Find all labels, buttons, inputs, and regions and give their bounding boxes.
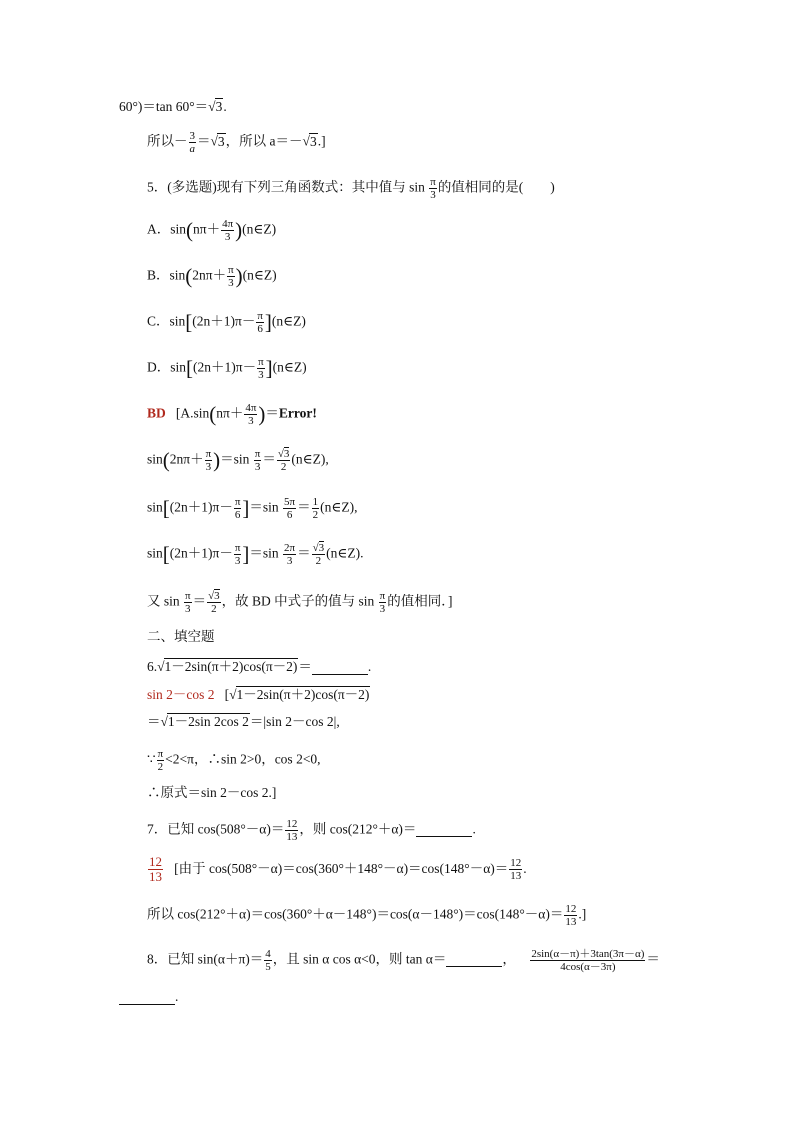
- text: [: [224, 687, 230, 702]
- denominator: 2: [312, 509, 319, 522]
- question-text: 7．已知 cos(508°－α)＝: [147, 821, 285, 837]
- option-a: [147, 218, 276, 243]
- denominator: 6: [286, 509, 293, 522]
- text: (2n＋1)π－: [169, 499, 233, 515]
- text: (2n＋1)π－: [193, 359, 257, 375]
- text: ＝: [147, 714, 161, 729]
- text: sin: [147, 451, 163, 467]
- text: [由于 cos(508°－α)＝cos(360°＋148°－α)＝cos(148°－α)＝: [174, 860, 509, 876]
- sqrt-icon: √: [160, 714, 168, 729]
- sqrt-icon: √: [210, 133, 218, 149]
- numerator: π: [430, 176, 436, 188]
- numerator: √3: [312, 542, 325, 554]
- text: (n∈Z): [271, 313, 306, 329]
- fraction: [277, 448, 291, 473]
- sqrt-icon: √: [157, 659, 165, 674]
- text: ，: [502, 951, 516, 967]
- question-5: [147, 176, 555, 201]
- sqrt-icon: √: [302, 133, 310, 149]
- text: ＝: [192, 593, 207, 609]
- text: 2nπ＋: [169, 451, 204, 467]
- solution-5-line-2: [147, 448, 329, 473]
- question-text: ，且 sin α cos α<0，则 tan α＝: [272, 951, 447, 967]
- text: ＝sin: [249, 545, 283, 561]
- numerator: π: [157, 748, 164, 760]
- numerator: π: [234, 542, 241, 554]
- solution-6-line-1: [147, 686, 370, 703]
- fraction: [264, 948, 272, 973]
- denominator: 13: [286, 831, 298, 844]
- text: ＝: [646, 951, 660, 967]
- text: ＝|sin 2－cos 2|,: [249, 714, 340, 729]
- text: 所以－: [147, 133, 188, 149]
- solution-5-line-5: [147, 590, 452, 615]
- solution-6-line-4: ∴原式＝sin 2－cos 2.]: [147, 785, 277, 800]
- text: [A.sin: [175, 405, 210, 421]
- fraction: [254, 448, 262, 473]
- text: .]: [317, 133, 326, 149]
- fraction: [283, 496, 296, 521]
- fraction: [429, 176, 437, 201]
- numerator: √3: [277, 448, 290, 460]
- denominator: 4cos(α－3π): [560, 961, 616, 974]
- text: (2n＋1)π－: [169, 545, 233, 561]
- fraction: [244, 402, 257, 427]
- numerator: 3: [189, 130, 195, 142]
- answer-blank[interactable]: [416, 823, 472, 838]
- question-text: 5．(多选题)现有下列三角函数式：其中值与 sin: [147, 179, 429, 195]
- option-d: [147, 356, 307, 381]
- numerator: π: [254, 448, 261, 460]
- bracket-open: [: [185, 310, 193, 335]
- text: (n∈Z),: [291, 451, 329, 467]
- bracket-close: ]: [264, 310, 272, 335]
- fraction: [157, 748, 165, 773]
- text: 6.: [147, 659, 158, 674]
- option-label: B．sin: [147, 267, 186, 283]
- answer-blank-expression[interactable]: [119, 990, 175, 1005]
- denominator: 3: [205, 461, 212, 474]
- denominator: 3: [234, 555, 241, 568]
- question-8-continued: [119, 990, 178, 1005]
- solution-6-line-2: [147, 713, 340, 730]
- text: <2<π，∴sin 2>0，cos 2<0,: [165, 751, 321, 767]
- bracket-close: ]: [242, 496, 250, 521]
- fraction: [189, 130, 197, 155]
- numerator: 2π: [284, 542, 296, 554]
- text: 的值相同．]: [387, 593, 453, 609]
- option-label: A．sin: [147, 221, 187, 237]
- fraction: [205, 448, 213, 473]
- text: ＝: [262, 451, 276, 467]
- solution-5-line-4: [147, 542, 364, 567]
- text: .: [523, 860, 527, 876]
- denominator: 13: [565, 916, 577, 929]
- denominator: 2: [315, 555, 322, 568]
- text: ＝: [297, 545, 311, 561]
- denominator: 3: [286, 555, 293, 568]
- question-7: [147, 818, 476, 843]
- fraction: [283, 542, 296, 567]
- option-label: D．sin: [147, 359, 187, 375]
- fraction: [564, 903, 577, 928]
- numerator: 1: [312, 496, 319, 508]
- text: ＝: [297, 499, 311, 515]
- fraction: [257, 356, 265, 381]
- bracket-close: ]: [265, 356, 273, 381]
- paren-open: (: [162, 448, 170, 473]
- text: (n∈Z): [242, 267, 277, 283]
- text: ＝: [265, 405, 279, 421]
- text: 所以 cos(212°＋α)＝cos(360°＋α－148°)＝cos(α－148°)＝cos(148°－α)＝: [147, 906, 564, 922]
- numerator: π: [257, 310, 263, 322]
- paren-open: (: [185, 264, 193, 289]
- numerator: π: [205, 448, 212, 460]
- fraction: [227, 264, 235, 289]
- text: 60°)＝tan 60°＝: [119, 99, 209, 114]
- answer-blank-tan[interactable]: [446, 953, 502, 968]
- denominator: 3: [185, 603, 191, 616]
- text: (n∈Z),: [320, 499, 358, 515]
- radicand: 3: [318, 542, 325, 554]
- denominator: 2: [280, 461, 287, 474]
- fraction: [312, 496, 320, 521]
- denominator: 3: [224, 231, 231, 244]
- text: sin: [147, 499, 163, 515]
- paren-close: ): [235, 264, 243, 289]
- fraction: [530, 948, 645, 973]
- numerator: π: [228, 264, 234, 276]
- text: .: [175, 989, 179, 1004]
- answer-blank[interactable]: [312, 660, 368, 675]
- numerator: π: [234, 496, 241, 508]
- denominator: a: [189, 143, 195, 156]
- solution-5-line-3: [147, 496, 357, 521]
- denominator: 3: [430, 189, 436, 202]
- bracket-open: [: [162, 496, 170, 521]
- question-6: [147, 658, 371, 675]
- paren-close: ): [213, 448, 221, 473]
- denominator: 3: [248, 415, 254, 428]
- text: (n∈Z).: [326, 545, 364, 561]
- text: ，所以 a＝－: [225, 133, 303, 149]
- radicand: 1－2sin(π＋2)cos(π－2): [164, 659, 298, 674]
- sqrt-icon: √: [208, 99, 216, 114]
- fraction: [234, 542, 242, 567]
- denominator: 3: [258, 369, 264, 382]
- denominator: 2: [157, 761, 164, 774]
- text: ＝sin: [249, 499, 283, 515]
- paren-open: (: [186, 218, 194, 243]
- denominator: 6: [257, 323, 263, 336]
- text: sin: [147, 545, 163, 561]
- text: nπ＋: [193, 221, 221, 237]
- denominator: 3: [228, 277, 234, 290]
- text: ＝: [197, 133, 211, 149]
- numerator: 12: [286, 818, 298, 830]
- bracket-open: [: [186, 356, 194, 381]
- numerator: 5π: [284, 496, 296, 508]
- question-text: 的值相同的是( ): [437, 179, 555, 195]
- text: ＝: [298, 659, 312, 674]
- text: 又 sin: [147, 593, 184, 609]
- denominator: 6: [234, 509, 241, 522]
- radicand: 3: [217, 133, 225, 149]
- text: (2n＋1)π－: [192, 313, 256, 329]
- radicand: 3: [309, 133, 317, 149]
- numerator: π: [258, 356, 264, 368]
- numerator: π: [379, 590, 386, 602]
- sqrt-icon: √: [229, 687, 237, 702]
- denominator: 3: [379, 603, 386, 616]
- denominator: 13: [149, 869, 162, 885]
- radicand: 1－2sin 2cos 2: [167, 714, 249, 729]
- option-label: C．sin: [147, 313, 186, 329]
- paren-open: (: [209, 402, 217, 427]
- answer-fraction: [148, 855, 163, 885]
- fraction: [221, 218, 234, 243]
- numerator: 4π: [222, 218, 234, 230]
- section-heading: 二、填空题: [147, 629, 215, 644]
- text: .: [223, 99, 227, 114]
- solution-5-line-1: [147, 402, 317, 427]
- numerator: 2sin(α－π)＋3tan(3π－α): [531, 948, 645, 960]
- text: ，故 BD 中式子的值与 sin: [221, 593, 378, 609]
- line-continuation: [119, 98, 227, 115]
- denominator: 2: [211, 603, 217, 616]
- bracket-close: ]: [242, 542, 250, 567]
- denominator: 5: [265, 961, 271, 974]
- text: 2nπ＋: [192, 267, 227, 283]
- text: (n∈Z): [242, 221, 277, 237]
- numerator: 12: [565, 903, 577, 915]
- paren-close: ): [235, 218, 243, 243]
- question-text: ，则 cos(212°＋α)＝: [299, 821, 417, 837]
- denominator: 3: [254, 461, 261, 474]
- text: ∵: [147, 751, 156, 767]
- answer: BD: [147, 405, 166, 421]
- fraction: [234, 496, 242, 521]
- option-b: [147, 264, 277, 289]
- radicand: 3: [214, 590, 220, 602]
- numerator: 4: [265, 948, 271, 960]
- fraction: [256, 310, 264, 335]
- line-so-a: [147, 130, 326, 155]
- radicand: 1－2sin(π＋2)cos(π－2): [236, 687, 370, 702]
- fraction: [184, 590, 192, 615]
- answer: sin 2－cos 2: [147, 687, 215, 702]
- text: .: [367, 659, 372, 674]
- radicand: 3: [215, 99, 223, 114]
- solution-6-line-3: [147, 748, 321, 773]
- fraction: [379, 590, 387, 615]
- fraction: [207, 590, 221, 615]
- fraction: [312, 542, 326, 567]
- solution-7-line-1: [147, 855, 527, 885]
- numerator: 12: [510, 857, 522, 870]
- option-c: [147, 310, 306, 335]
- numerator: √3: [208, 590, 220, 602]
- solution-7-line-2: [147, 903, 586, 928]
- paren-close: ): [258, 402, 266, 427]
- text: .]: [578, 906, 587, 922]
- bracket-open: [: [162, 542, 170, 567]
- text: ＝sin: [220, 451, 253, 467]
- radicand: 3: [283, 448, 290, 460]
- question-text: 8．已知 sin(α＋π)＝: [147, 951, 264, 967]
- error-text: Error!: [278, 405, 317, 421]
- text: (n∈Z): [272, 359, 307, 375]
- numerator: 4π: [245, 402, 257, 414]
- text: .: [472, 821, 476, 837]
- question-8: [147, 948, 660, 973]
- numerator: 12: [149, 854, 162, 869]
- fraction: [509, 857, 522, 882]
- numerator: π: [185, 590, 191, 602]
- fraction: [285, 818, 298, 843]
- text: nπ＋: [216, 405, 244, 421]
- denominator: 13: [510, 870, 522, 883]
